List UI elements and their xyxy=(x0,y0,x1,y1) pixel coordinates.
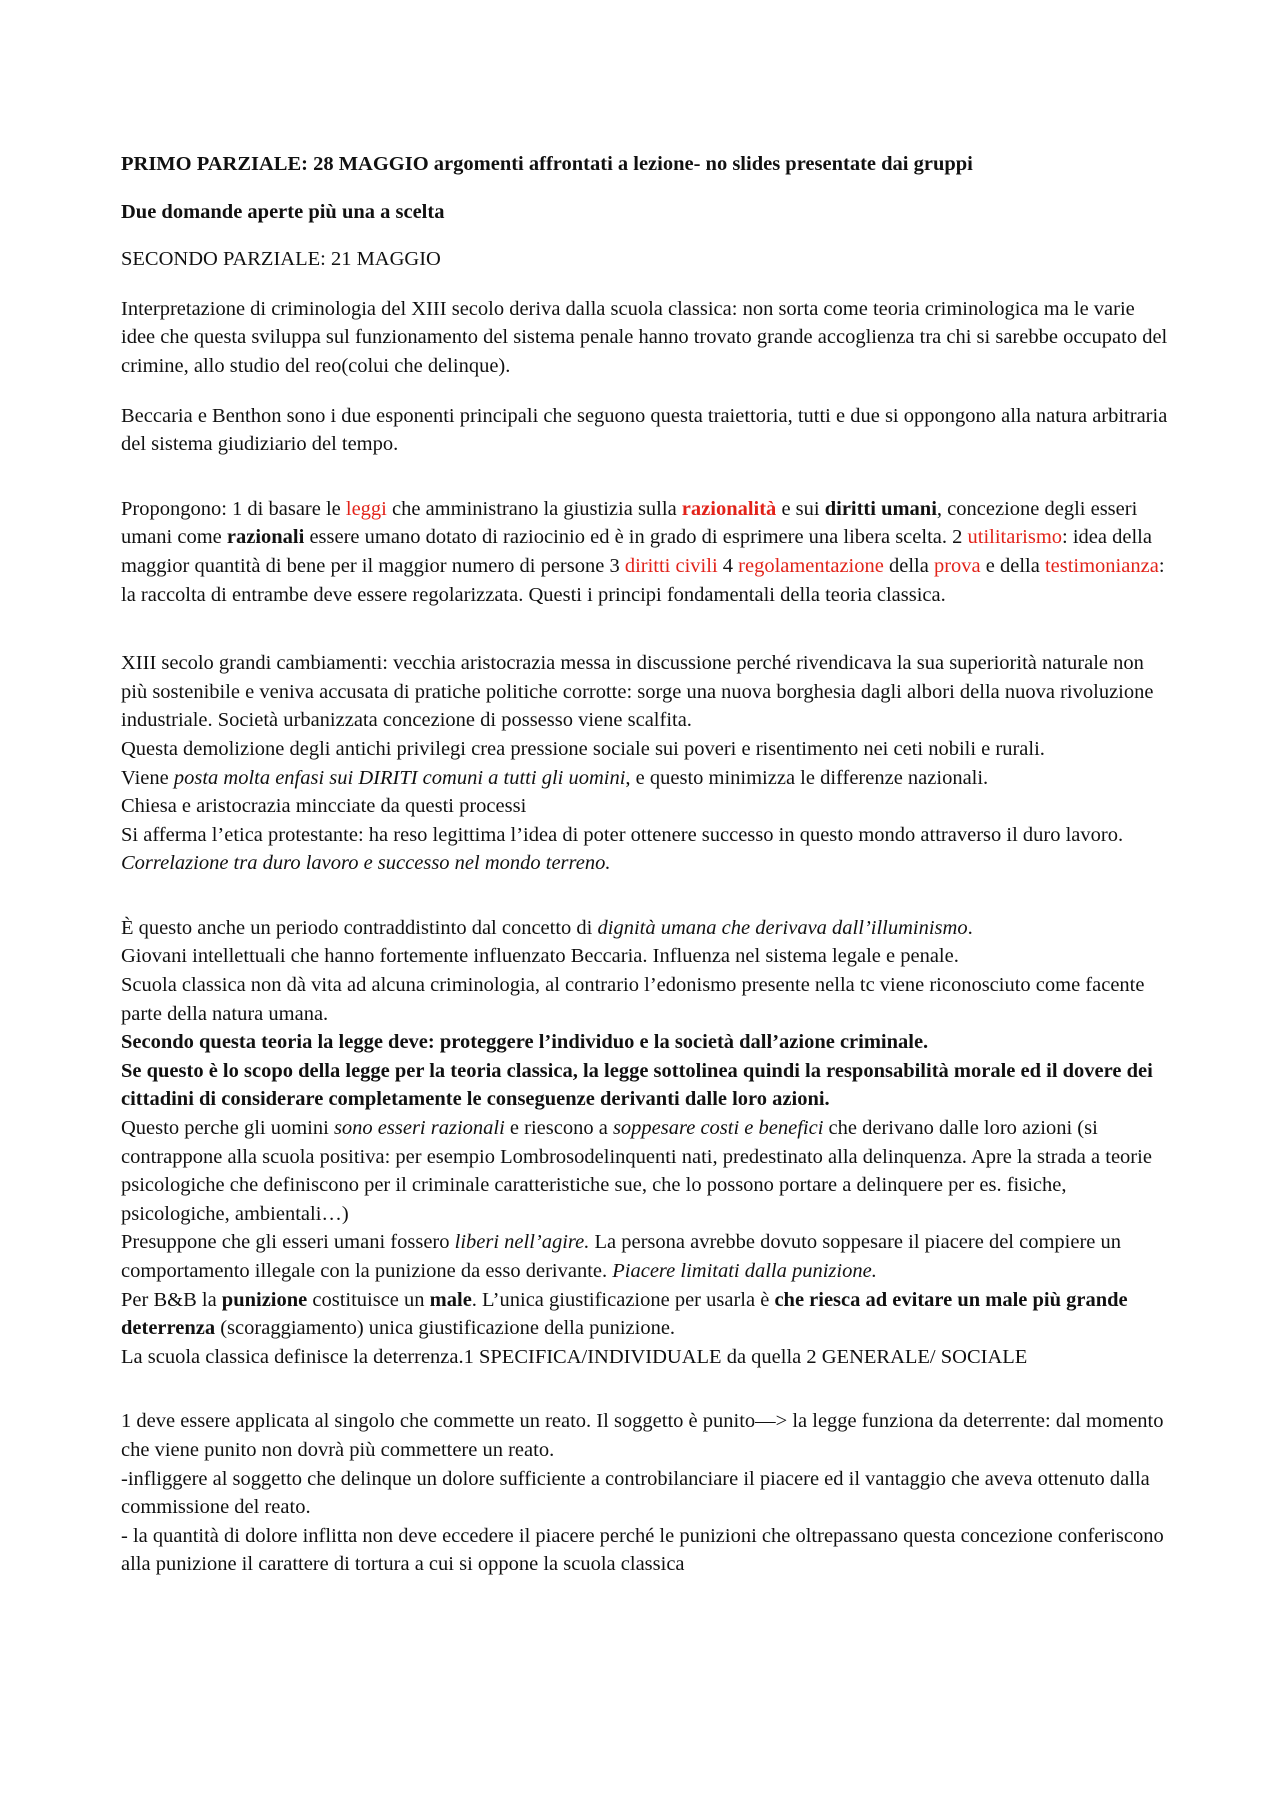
text-segment: , concezione degli esseri umani come xyxy=(121,497,1138,549)
paragraph-rights xyxy=(121,764,1171,793)
text-segment: della xyxy=(883,554,934,577)
paragraph-individual-deterrence: 1 deve essere applicata al singolo che commette un reato. Il soggetto è punito—> la legge funziona da deterrente: dal momento che viene punito non dovrà più commettere un reato. xyxy=(121,1410,1164,1461)
text-segment: Per B&B la xyxy=(121,1288,222,1311)
text-segment: : idea della maggior quantità di bene per il maggior numero di persone 3 xyxy=(121,526,1152,577)
highlight-testimonianza: testimonianza xyxy=(1044,554,1159,577)
italic-segment: liberi nell’agire. xyxy=(454,1231,590,1254)
paragraph-classical-school: Interpretazione di criminologia del XIII secolo deriva dalla scuola classica: non sorta come teoria criminologica ma le varie idee che questa sviluppa sul funzionamento del sistema penale hanno trovato grande accoglienza tra chi si sarebbe occupato del crimine, allo studio del reo(colui che delinque). xyxy=(121,297,1168,377)
text-segment: La persona avrebbe dovuto soppesare il piacere del compiere un comportamento illegale con la punizione da esso derivante. xyxy=(121,1231,1122,1282)
paragraph-proposals xyxy=(121,495,1171,609)
text-segment: . L’unica giustificazione per usarla è xyxy=(471,1288,775,1311)
paragraph-intellectuals: Giovani intellettuali che hanno fortemente influenzato Beccaria. Influenza nel sistema legale e penale. xyxy=(121,945,959,968)
highlight-leggi: leggi xyxy=(345,497,387,520)
text-segment: 4 xyxy=(717,554,739,577)
paragraph-protestant-ethic xyxy=(121,821,1171,878)
italic-segment: Piacere limitati dalla punizione. xyxy=(612,1260,877,1282)
bold-diritti-umani: diritti umani xyxy=(824,497,937,520)
bold-segment: male xyxy=(429,1288,472,1311)
exam-2-heading: SECONDO PARZIALE: 21 MAGGIO xyxy=(121,248,441,271)
paragraph-law-purpose: Secondo questa teoria la legge deve: proteggere l’individuo e la società dall’azione criminale. xyxy=(121,1031,929,1054)
paragraph-dignity xyxy=(121,914,1171,943)
paragraph-rational-beings xyxy=(121,1114,1171,1228)
paragraph-pain-limit: - la quantità di dolore inflitta non deve eccedere il piacere perché le punizioni che oltrepassano questa concezione conferiscono alla punizione il carattere di tortura a cui si oppone la scuola classica xyxy=(121,1524,1164,1576)
document-body xyxy=(121,150,1171,1579)
paragraph-privileges: Questa demolizione degli antichi privilegi crea pressione sociale sui poveri e risentimento nei ceti nobili e rurali. xyxy=(121,737,1045,760)
text-segment: essere umano dotato di raziocinio ed è in grado di esprimere una libera scelta. 2 xyxy=(304,526,968,549)
bold-segment: punizione xyxy=(221,1288,308,1311)
paragraph-hedonism: Scuola classica non dà vita ad alcuna criminologia, al contrario l’edonismo presente nella tc viene riconosciuto come facente parte della natura umana. xyxy=(121,974,1145,1025)
bold-segment: che riesca ad evitare un male più grande deterrenza xyxy=(121,1288,1128,1340)
highlight-regolamentazione: regolamentazione xyxy=(738,554,884,577)
text-segment: Si afferma l’etica protestante: ha reso legittima l’idea di poter ottenere successo in questo mondo attraverso il duro lavoro. xyxy=(121,823,1124,846)
text-segment: e sui xyxy=(776,497,825,520)
text-segment: che amministrano la giustizia sulla xyxy=(386,497,682,520)
text-segment: Viene xyxy=(121,766,174,789)
italic-segment: sono esseri razionali xyxy=(333,1117,505,1140)
paragraph-deterrence: La scuola classica definisce la deterrenza.1 SPECIFICA/INDIVIDUALE da quella 2 GENERALE/ SOCIALE xyxy=(121,1345,1028,1368)
text-segment: che derivano dalle loro azioni (si contrappone alla scuola positiva: per esempio Lombrosodelinquenti nati, predestinato alla delinquenza. Apre la strada a teorie psicologiche che definiscono per il criminale caratteristiche sue, che lo possono portare a delinquere per es. fisiche, psicologiche, ambientali…) xyxy=(121,1117,1152,1225)
highlight-prova: prova xyxy=(933,554,981,577)
section-xiii-century xyxy=(121,649,1171,878)
questions-heading: Due domande aperte più una a scelta xyxy=(121,200,445,223)
paragraph-beccaria-benthon: Beccaria e Benthon sono i due esponenti principali che seguono questa traiettoria, tutti e due si oppongono alla natura arbitraria del sistema giudiziario del tempo. xyxy=(121,404,1168,456)
paragraph-church: Chiesa e aristocrazia mincciate da questi processi xyxy=(121,795,527,818)
text-segment: costituisce un xyxy=(307,1288,430,1311)
exam-1-heading: PRIMO PARZIALE: 28 MAGGIO argomenti affrontati a lezione- no slides presentate dai gruppi xyxy=(121,153,973,175)
paragraph-inflict-pain: -infliggere al soggetto che delinque un dolore sufficiente a controbilanciare il piacere ed il vantaggio che aveva ottenuto dalla commissione del reato. xyxy=(121,1467,1150,1519)
highlight-utilitarismo: utilitarismo xyxy=(967,526,1063,549)
paragraph-moral-responsibility: Se questo è lo scopo della legge per la teoria classica, la legge sottolinea quindi la responsabilità morale ed il dovere dei cittadini di considerare completamente le conseguenze derivanti dalle loro azioni. xyxy=(121,1059,1153,1111)
text-segment: e riescono a xyxy=(504,1117,613,1140)
highlight-diritti-civili: diritti civili xyxy=(624,554,718,577)
section-specific-deterrence xyxy=(121,1407,1171,1579)
text-segment: (scoraggiamento) unica giustificazione della punizione. xyxy=(215,1317,676,1340)
highlight-razionalita: razionalità xyxy=(681,497,777,520)
text-segment: . xyxy=(967,916,973,939)
text-segment: e della xyxy=(980,554,1045,577)
text-segment: È questo anche un periodo contraddistinto dal concetto di xyxy=(121,916,598,939)
paragraph-changes: XIII secolo grandi cambiamenti: vecchia aristocrazia messa in discussione perché rivendicava la sua superiorità naturale non più sostenibile e veniva accusata di pratiche politiche corrotte: sorge una nuova borghesia dagli albori della nuova rivoluzione industriale. Società urbanizzata concezione di possesso viene scalfita. xyxy=(121,652,1154,732)
text-segment: Propongono: 1 di basare le xyxy=(121,497,346,520)
italic-segment: dignità umana che derivava dall’illuminismo xyxy=(597,916,968,939)
text-segment: Questo perche gli uomini xyxy=(121,1117,334,1140)
italic-segment: Correlazione tra duro lavoro e successo nel mondo terreno. xyxy=(121,852,611,875)
text-segment: , e questo minimizza le differenze nazionali. xyxy=(625,766,989,789)
text-segment: Presuppone che gli esseri umani fossero xyxy=(121,1231,455,1254)
bold-razionali: razionali xyxy=(226,526,305,549)
italic-segment: posta molta enfasi sui DIRITI comuni a tutti gli uomini xyxy=(173,766,626,789)
paragraph-free-will xyxy=(121,1228,1171,1285)
text-segment: : la raccolta di entrambe deve essere regolarizzata. Questi i principi fondamentali della teoria classica. xyxy=(121,554,1165,606)
paragraph-punishment xyxy=(121,1286,1171,1343)
section-human-dignity xyxy=(121,914,1171,1372)
italic-segment: soppesare costi e benefici xyxy=(612,1117,824,1140)
